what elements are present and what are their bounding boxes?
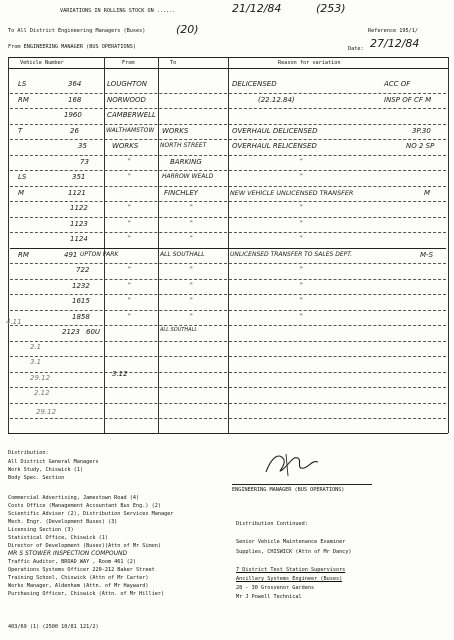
row-extra: NO 2 SP bbox=[406, 142, 435, 150]
row-divider bbox=[10, 124, 446, 125]
row-reason: (22.12.84) bbox=[258, 96, 295, 104]
row-extra: 3P.30 bbox=[412, 127, 431, 135]
distribution-line: Senior Vehicle Maintenance Examiner bbox=[236, 539, 346, 545]
ditto-mark: " bbox=[128, 266, 131, 273]
distribution-line: Training School, Chiswick (Attn of Mr Carter) bbox=[8, 575, 149, 581]
form-footer: 403/69 (1) (2500 10/81 121/2) bbox=[8, 624, 99, 630]
row-divider bbox=[10, 325, 446, 326]
distribution-heading: Distribution: bbox=[8, 450, 49, 456]
ditto-mark: " bbox=[128, 297, 131, 304]
ditto-mark: " bbox=[300, 158, 303, 165]
title-prefix: VARIATIONS IN ROLLING STOCK ON ...... bbox=[60, 8, 176, 14]
row-reason: OVERHAUL DELICENSED bbox=[232, 127, 318, 135]
row-number: 722 bbox=[76, 266, 90, 274]
row-from: WORKS bbox=[112, 142, 139, 150]
row-divider bbox=[10, 201, 446, 202]
ditto-mark: " bbox=[300, 297, 303, 304]
row-number: 1121 bbox=[68, 189, 86, 197]
signature-image bbox=[262, 448, 322, 482]
row-number: 1124 bbox=[70, 235, 88, 243]
table-right-rule bbox=[448, 57, 449, 433]
row-to: WORKS bbox=[162, 127, 189, 135]
row-divider bbox=[10, 418, 446, 419]
row-number: 1232 bbox=[72, 282, 90, 290]
date-value: 27/12/84 bbox=[370, 37, 420, 50]
distribution-line: Works Manager, Aldenham (Attn. of Mr Hayward) bbox=[8, 583, 149, 589]
distribution-line: All District General Managers bbox=[8, 459, 99, 465]
row-divider bbox=[10, 403, 446, 404]
row-from: LOUGHTON bbox=[107, 80, 148, 88]
col-header-from: From bbox=[122, 60, 135, 66]
distribution-line: Mech. Engr. (Development Buses) (3) bbox=[8, 519, 118, 525]
ditto-mark: " bbox=[300, 173, 303, 180]
row-divider bbox=[10, 294, 446, 295]
row-divider bbox=[10, 217, 446, 218]
distribution-line: Body Spec. Section bbox=[8, 475, 65, 481]
row-divider bbox=[10, 170, 446, 171]
distribution-line: Licensing Section (3) bbox=[8, 527, 74, 533]
row-type: LS bbox=[18, 80, 27, 88]
margin-note: 4.11 bbox=[6, 318, 22, 326]
row-divider bbox=[10, 310, 446, 311]
ditto-mark: " bbox=[128, 204, 131, 211]
distribution-line: Costs Office (Management Accountant Bus Eng.) (2) bbox=[8, 503, 162, 509]
from-line: From ENGINEERING MANAGER (BUS OPERATIONS) bbox=[8, 44, 137, 50]
row-divider bbox=[10, 372, 446, 373]
row-divider bbox=[10, 155, 446, 156]
distribution-line: Work Study, Chiswick (1) bbox=[8, 467, 83, 473]
ditto-mark: " bbox=[128, 173, 131, 180]
row-to: ALL SOUTHALL bbox=[160, 251, 205, 258]
ditto-mark: " bbox=[300, 204, 303, 211]
ditto-mark: " bbox=[190, 266, 193, 273]
margin-note: 3.1 bbox=[30, 358, 42, 366]
row-type: T bbox=[18, 127, 23, 135]
to-line: To All District Engineering Managers (Buses) bbox=[8, 28, 146, 34]
col-divider-reason bbox=[228, 57, 229, 433]
title-date: 21/12/84 bbox=[232, 2, 282, 15]
row-divider bbox=[10, 263, 446, 264]
col-header-to: To bbox=[170, 60, 177, 66]
distribution-line: 7 District Test Station Supervisors bbox=[236, 567, 346, 573]
distribution-continued-heading: Distribution Continued: bbox=[236, 521, 308, 527]
distribution-line: Supplies, CHISWICK (Attn of Mr Dancy) bbox=[236, 549, 352, 555]
row-number: 1960 bbox=[64, 111, 82, 119]
row-extra: M-S bbox=[420, 251, 434, 259]
row-number: 35 bbox=[78, 142, 87, 150]
to-number: (20) bbox=[176, 23, 199, 36]
table-left-rule bbox=[8, 57, 9, 433]
row-extra: ACC OF bbox=[384, 80, 411, 88]
row-type: LS bbox=[18, 173, 27, 181]
ditto-mark: " bbox=[190, 220, 193, 227]
ditto-mark: " bbox=[190, 204, 193, 211]
row-type: RM bbox=[18, 96, 29, 104]
table-bottom-rule bbox=[8, 433, 448, 434]
row-number: 351 bbox=[72, 173, 86, 181]
ditto-mark: " bbox=[128, 282, 131, 289]
ditto-mark: " bbox=[190, 313, 193, 320]
row-number: 168 bbox=[68, 96, 82, 104]
row-type: RM bbox=[18, 251, 29, 259]
distribution-line-handwritten: MR S STOWER INSPECTION COMPOUND bbox=[8, 550, 128, 557]
row-to: NORTH STREET bbox=[160, 142, 207, 149]
ditto-mark: " bbox=[128, 158, 131, 165]
ditto-mark: " bbox=[190, 297, 193, 304]
reference-label: Reference 195/1/ bbox=[368, 28, 418, 34]
row-from: CAMBERWELL bbox=[107, 111, 156, 119]
ditto-mark: " bbox=[128, 220, 131, 227]
row-divider bbox=[10, 186, 446, 187]
row-number: 491 bbox=[64, 251, 78, 259]
row-from: UPTON PARK bbox=[80, 251, 119, 258]
row-to: ALL SOUTHALL bbox=[160, 327, 198, 333]
distribution-line: Statistical Office, Chiswick (1) bbox=[8, 535, 108, 541]
ditto-mark: " bbox=[300, 313, 303, 320]
row-reason: OVERHAUL RELICENSED bbox=[232, 142, 317, 150]
col-header-reason: Reason for variation bbox=[278, 60, 341, 66]
row-number: 2123 bbox=[62, 328, 80, 336]
row-divider bbox=[10, 356, 446, 357]
row-divider bbox=[10, 279, 446, 280]
distribution-line: Purchasing Officer, Chiswick (Attn. of Mr Hillier) bbox=[8, 591, 165, 597]
ditto-mark: " bbox=[300, 266, 303, 273]
row-to: HARROW WEALD bbox=[162, 173, 214, 180]
distribution-line: Traffic Auditor, BROAD WAY , Room 461 (2) bbox=[8, 559, 137, 565]
margin-note: 2.12 bbox=[34, 389, 50, 397]
distribution-line: 28 - 30 Grosvenor Gardens bbox=[236, 585, 315, 591]
ditto-mark: " bbox=[190, 282, 193, 289]
margin-note: 29.12 bbox=[36, 408, 57, 416]
col-divider-from bbox=[104, 57, 105, 433]
row-divider bbox=[10, 139, 446, 140]
row-to: BARKING bbox=[170, 158, 202, 166]
row-divider bbox=[10, 341, 446, 342]
ditto-mark: " bbox=[300, 220, 303, 227]
row-reason: DELICENSED bbox=[232, 80, 277, 88]
row-extra: M bbox=[424, 189, 431, 197]
row-reason: UNLICENSED TRANSFER TO SALES DEPT. bbox=[230, 251, 353, 258]
row-extra: INSP OF CF M bbox=[384, 96, 432, 104]
row-divider bbox=[10, 232, 446, 233]
ditto-mark: " bbox=[300, 282, 303, 289]
ditto-mark: " bbox=[190, 235, 193, 242]
row-number: 1123 bbox=[70, 220, 88, 228]
distribution-line: Operations Systems Officer 220-212 Baker Street bbox=[8, 567, 155, 573]
distribution-line: Mr J Powell Technical bbox=[236, 594, 302, 600]
row-number: 26 bbox=[70, 127, 79, 135]
row-reason: NEW VEHICLE UNLICENSED TRANSFER bbox=[230, 189, 354, 197]
row-number: 1122 bbox=[70, 204, 88, 212]
row-to: FINCHLEY bbox=[164, 189, 199, 197]
signature-caption: ENGINEERING MANAGER (BUS OPERATIONS) bbox=[232, 487, 345, 493]
row-type: M bbox=[18, 189, 25, 197]
distribution-line: Director of Development (Buses)(Attn of Mr Simon) bbox=[8, 543, 162, 549]
row-divider bbox=[10, 108, 446, 109]
row-from: 60U bbox=[86, 328, 101, 336]
row-number: 1615 bbox=[72, 297, 90, 305]
margin-note: 3.12 bbox=[112, 370, 128, 378]
signature-line bbox=[232, 484, 372, 485]
ditto-mark: " bbox=[300, 235, 303, 242]
row-from: WALTHAMSTOW bbox=[106, 127, 155, 134]
row-from: NORWOOD bbox=[107, 96, 146, 104]
row-divider bbox=[10, 93, 446, 94]
row-divider bbox=[10, 387, 446, 388]
row-number: 364 bbox=[68, 80, 82, 88]
ditto-mark: " bbox=[128, 235, 131, 242]
margin-note: 29.12 bbox=[30, 374, 51, 382]
col-divider-to bbox=[158, 57, 159, 433]
date-label: Date: bbox=[348, 46, 364, 52]
row-number: 73 bbox=[80, 158, 89, 166]
row-divider bbox=[10, 248, 446, 249]
title-ref: (253) bbox=[316, 2, 346, 15]
distribution-line: Commercial Advertising, Jamestown Road (4) bbox=[8, 495, 140, 501]
ditto-mark: " bbox=[128, 313, 131, 320]
col-header-vehicle: Vehicle Number bbox=[20, 60, 64, 66]
distribution-line: Scientific Adviser (2), Distribution Services Manager bbox=[8, 511, 174, 517]
distribution-line: Ancillary Systems Engineer (Buses) bbox=[236, 576, 343, 582]
margin-note: 2.1 bbox=[30, 343, 42, 351]
row-number: 1858 bbox=[72, 313, 90, 321]
